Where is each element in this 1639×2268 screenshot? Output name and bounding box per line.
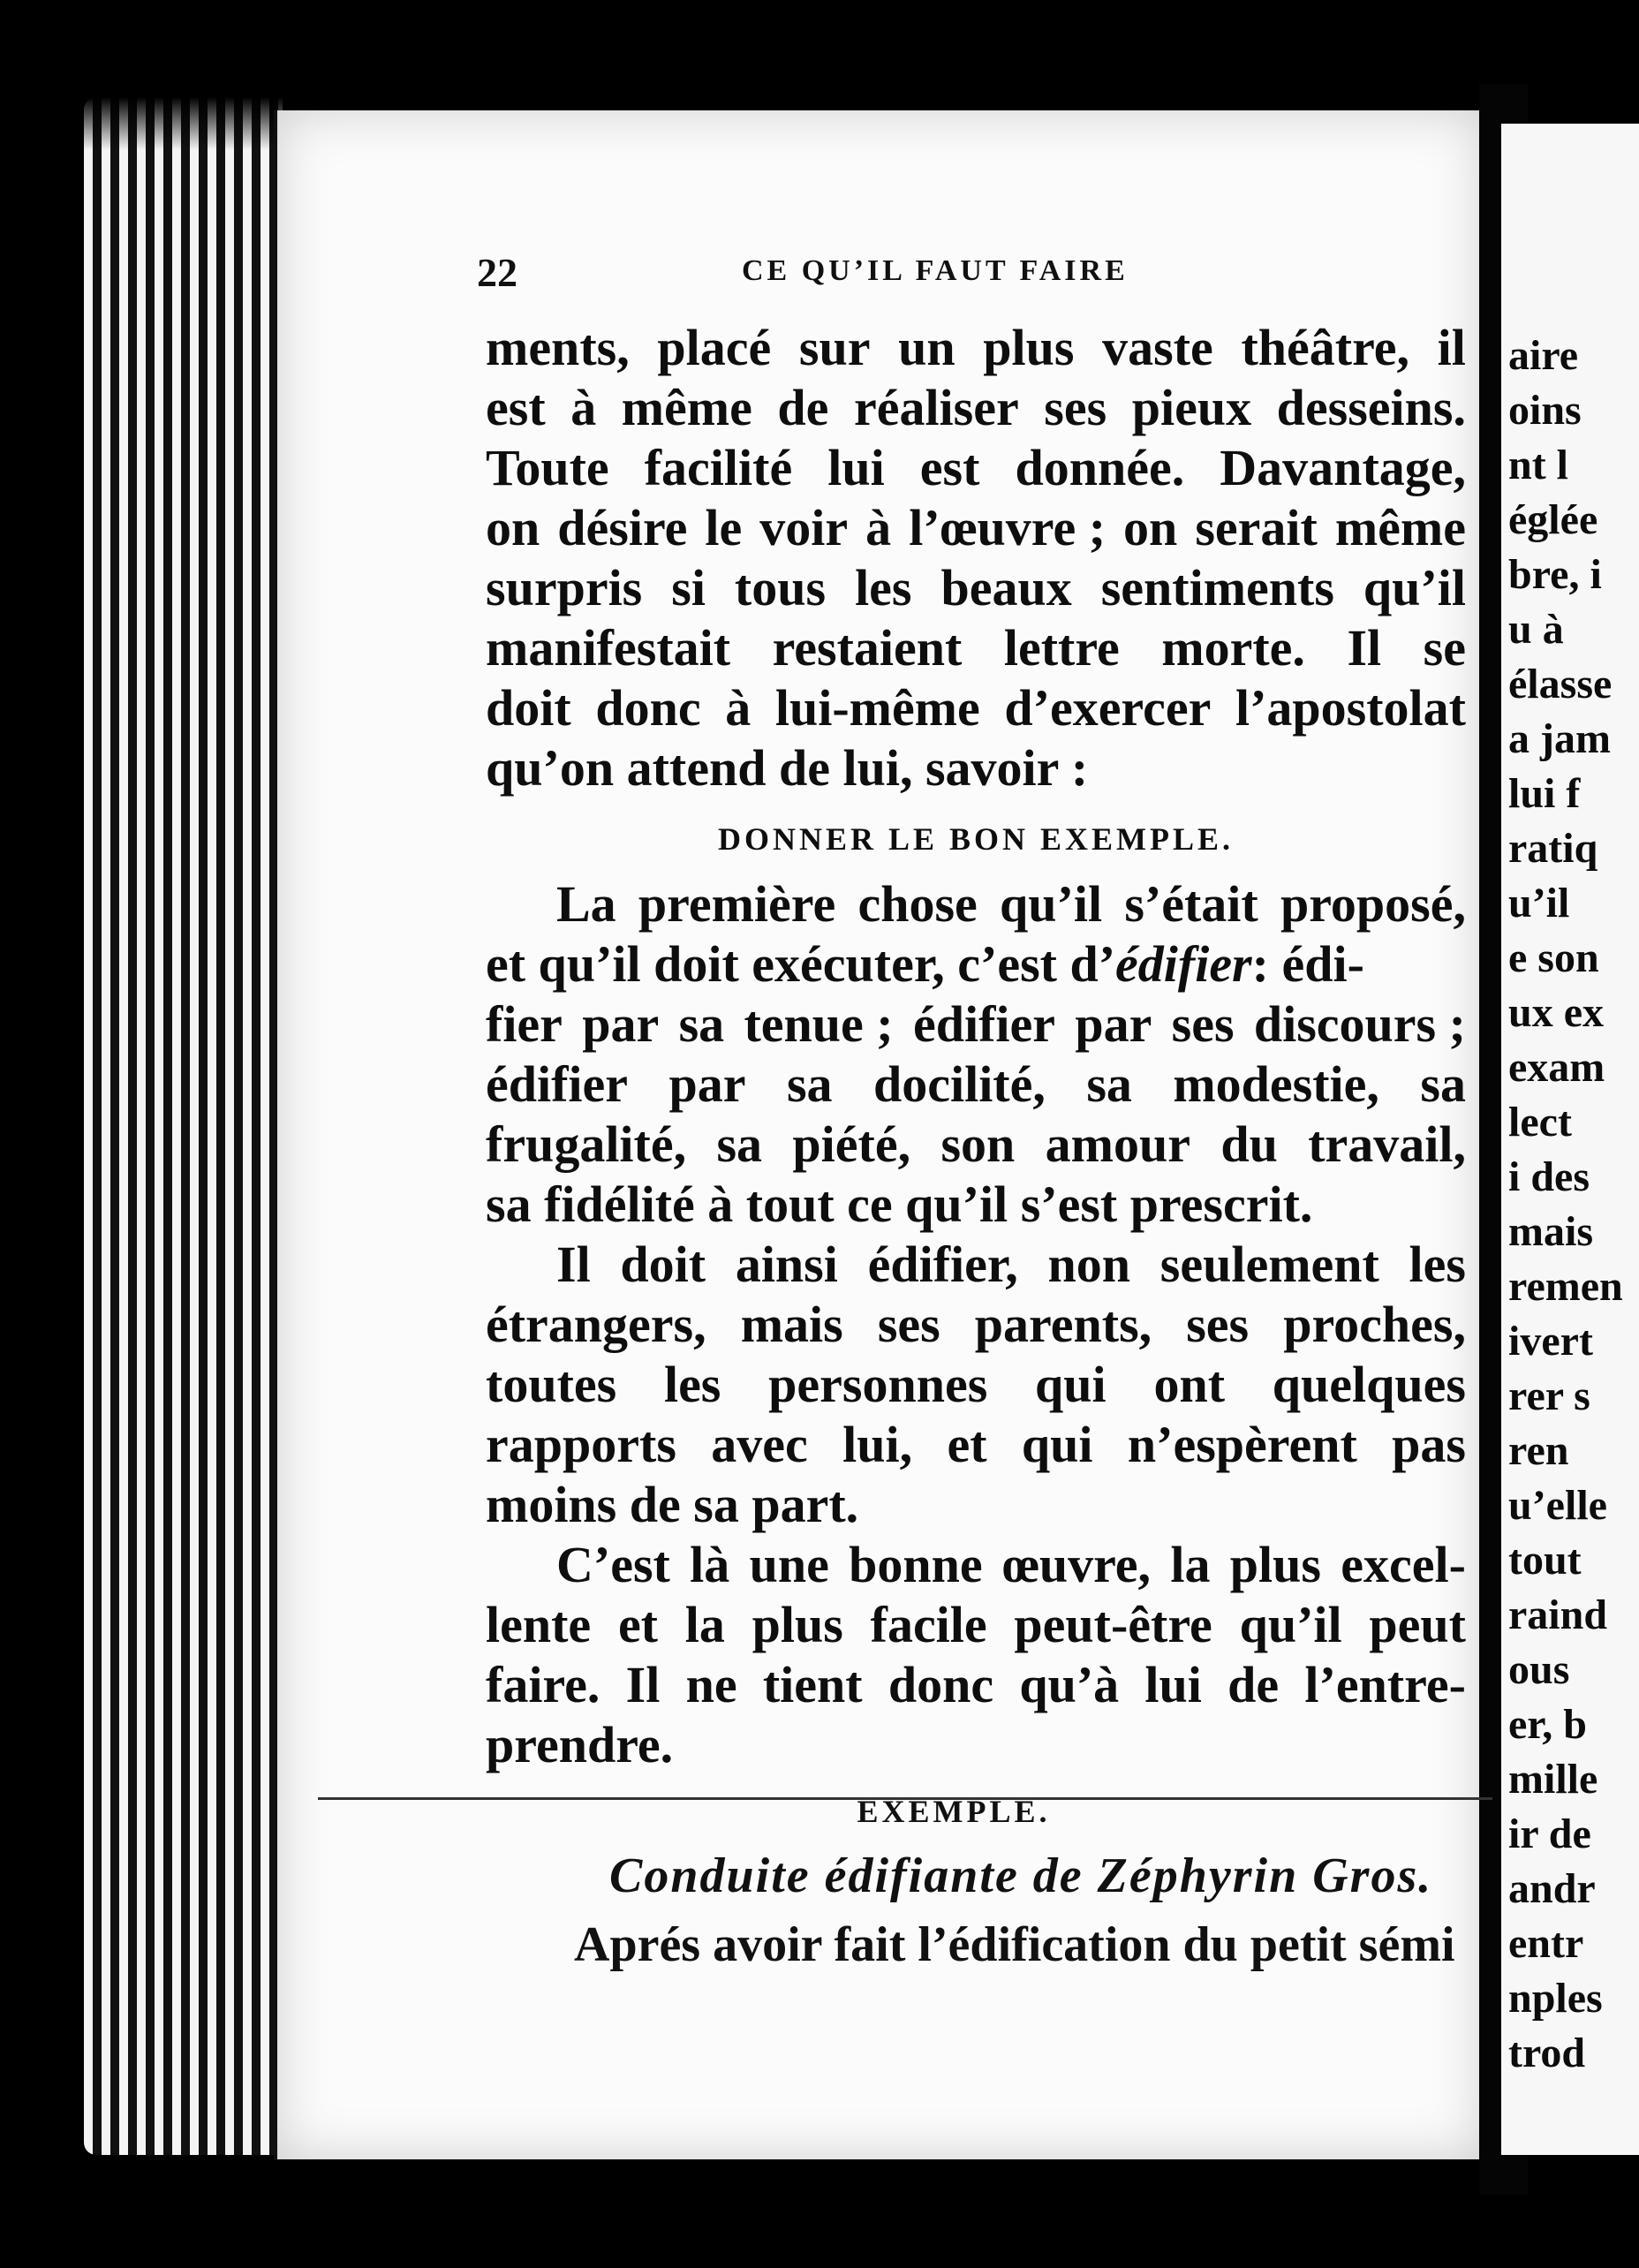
word: lui-même	[774, 679, 980, 737]
right-page-line: oins	[1508, 387, 1582, 434]
paragraph-4-lines	[486, 1535, 1466, 1715]
word: C’est	[556, 1536, 670, 1593]
word: discours ;	[1253, 995, 1466, 1053]
word: donnée.	[1015, 439, 1185, 496]
word: facile	[870, 1596, 987, 1653]
word: toutes	[486, 1356, 617, 1413]
right-page-line: ivert	[1508, 1318, 1593, 1365]
word: tenue ;	[744, 995, 894, 1053]
word: voir	[759, 499, 849, 556]
word: les	[855, 559, 912, 616]
right-page-line: a jam	[1508, 715, 1611, 762]
word: même	[621, 379, 752, 436]
text-line	[486, 1595, 1466, 1655]
word: beaux	[940, 559, 1072, 616]
word: on	[1123, 499, 1178, 556]
word: bonne	[849, 1536, 983, 1593]
word: sa	[678, 995, 725, 1053]
word: avec	[711, 1416, 808, 1473]
word: lui,	[842, 1416, 913, 1473]
word: proches,	[1283, 1296, 1466, 1353]
text-line	[486, 1475, 1466, 1535]
word: édifier,	[867, 1236, 1018, 1293]
word: peut	[1369, 1596, 1466, 1653]
text-line	[486, 1715, 1466, 1775]
word: chose	[857, 875, 978, 933]
word: pas	[1392, 1416, 1466, 1473]
word: première	[638, 875, 836, 933]
page-number: 22	[477, 250, 517, 295]
word: par	[1075, 995, 1152, 1053]
word: plus	[752, 1596, 843, 1653]
word: Il	[625, 1656, 661, 1713]
text-line	[486, 1535, 1466, 1595]
word: qui	[1035, 1356, 1107, 1413]
word: peut-être	[1014, 1596, 1212, 1653]
text-line	[486, 618, 1466, 678]
word: faire.	[486, 1656, 600, 1713]
word: restaient	[772, 619, 963, 677]
word: plus	[983, 319, 1075, 376]
word: sa	[716, 1115, 763, 1173]
example-title: Conduite édifiante de Zéphyrin Gros.	[609, 1848, 1433, 1903]
text-line	[486, 438, 1466, 498]
right-page-line: églée	[1508, 496, 1598, 543]
text-line	[486, 1415, 1466, 1475]
word: rapports	[486, 1416, 676, 1473]
right-page-line: er, b	[1508, 1701, 1587, 1748]
word: il	[1437, 319, 1466, 376]
word: les	[663, 1356, 721, 1413]
word: par	[668, 1055, 746, 1113]
text-fragment: sa fidélité à tout ce qu’il s’est prescrit.	[486, 1176, 1313, 1233]
word: Il	[556, 1236, 591, 1293]
word: étrangers,	[486, 1296, 706, 1353]
word: le	[705, 499, 743, 556]
word: théâtre,	[1241, 319, 1410, 376]
right-page-line: lect	[1508, 1099, 1572, 1145]
text-line	[486, 1235, 1466, 1295]
paragraph-3-lines	[486, 1235, 1466, 1475]
word: s’était	[1124, 875, 1258, 933]
right-page-line: e son	[1508, 934, 1599, 981]
text-fragment: moins de sa part.	[486, 1476, 859, 1533]
right-page-line: ous	[1508, 1646, 1570, 1693]
word: qu’il	[1000, 875, 1103, 933]
word: tous	[734, 559, 827, 616]
example-first-line: Aprés avoir fait l’édification du petit sémi	[574, 1917, 1455, 1972]
word: plus	[1229, 1536, 1321, 1593]
word: qu’à	[1019, 1656, 1120, 1713]
word: sa	[786, 1055, 833, 1113]
right-page-line: mille	[1508, 1756, 1598, 1803]
right-page-line: tout	[1508, 1537, 1582, 1584]
word: pieux	[1131, 379, 1252, 436]
right-page-line: ratiq	[1508, 825, 1598, 872]
word: fier	[486, 995, 563, 1053]
right-page-line: lui f	[1508, 770, 1581, 817]
text-fragment: et qu’il doit exécuter, c’est d’	[486, 935, 1116, 993]
word: tient	[762, 1656, 863, 1713]
text-line	[486, 378, 1466, 438]
right-page-line: nt l	[1508, 442, 1569, 488]
word: même	[1334, 499, 1466, 556]
word: non	[1047, 1236, 1131, 1293]
word: un	[898, 319, 955, 376]
word: à	[570, 379, 597, 436]
word: n’espèrent	[1127, 1416, 1357, 1473]
text-fragment: : édi-	[1251, 935, 1364, 993]
word: qui	[1021, 1416, 1093, 1473]
text-line	[486, 678, 1466, 738]
word: édifier	[486, 1055, 629, 1113]
word: une	[749, 1536, 829, 1593]
paragraph-1-last-line	[486, 738, 1466, 798]
text-line	[486, 1295, 1466, 1355]
word: sentiments	[1100, 559, 1334, 616]
paragraph-2	[486, 874, 1466, 1235]
text-line	[486, 934, 1466, 994]
word: on	[486, 499, 540, 556]
word: ainsi	[735, 1236, 838, 1293]
word: sa	[1420, 1055, 1466, 1113]
word: par	[582, 995, 660, 1053]
word: est	[486, 379, 546, 436]
word: son	[940, 1115, 1016, 1173]
word: quelques	[1272, 1356, 1466, 1413]
paragraph-1	[486, 318, 1466, 738]
word: et	[617, 1596, 658, 1653]
right-page-line: raind	[1508, 1591, 1608, 1638]
paragraph-2-lines	[486, 994, 1466, 1175]
word: la	[684, 1596, 725, 1653]
word: de	[1227, 1656, 1280, 1713]
page-edges-shadow	[84, 97, 283, 150]
right-page-line: entr	[1508, 1920, 1584, 1967]
text-line	[486, 558, 1466, 618]
paragraph-4	[486, 1535, 1466, 1775]
word: docilité,	[872, 1055, 1046, 1113]
right-page-line: ux ex	[1508, 989, 1604, 1036]
word: frugalité,	[486, 1115, 687, 1173]
right-page-line: élasse	[1508, 661, 1613, 707]
word: ments,	[486, 319, 630, 376]
word: qu’il	[1363, 559, 1466, 616]
word: personnes	[768, 1356, 988, 1413]
text-line	[486, 994, 1466, 1055]
word: l’apostolat	[1235, 679, 1466, 737]
right-page-line: rer s	[1508, 1372, 1590, 1419]
right-page-line: remen	[1508, 1263, 1623, 1310]
text-line	[486, 318, 1466, 378]
word: ses	[1044, 379, 1107, 436]
word: la	[1170, 1536, 1211, 1593]
right-page-line: exam	[1508, 1044, 1605, 1091]
word: facilité	[644, 439, 793, 496]
word: là	[690, 1536, 730, 1593]
page-edges	[84, 97, 283, 2155]
word: morte.	[1161, 619, 1305, 677]
right-page-line: nples	[1508, 1975, 1603, 2022]
word: doit	[620, 1236, 706, 1293]
word: doit	[486, 679, 571, 737]
word: de	[777, 379, 829, 436]
italic-word: édifier	[1115, 935, 1252, 993]
word: ne	[685, 1656, 737, 1713]
word: lettre	[1003, 619, 1120, 677]
word: l’œuvre ;	[909, 499, 1107, 556]
word: est	[919, 439, 980, 496]
word: à	[725, 679, 752, 737]
word: lui	[827, 439, 885, 496]
word: donc	[595, 679, 701, 737]
word: désire	[557, 499, 688, 556]
word: manifestait	[486, 619, 731, 677]
word: à	[865, 499, 892, 556]
word: Toute	[486, 439, 609, 496]
word: sa	[1086, 1055, 1132, 1113]
word: modestie,	[1173, 1055, 1379, 1113]
right-page-line: andr	[1508, 1865, 1596, 1912]
text-line	[486, 1055, 1466, 1115]
right-page-line: mais	[1508, 1208, 1593, 1255]
text-line	[486, 1655, 1466, 1715]
text-line	[486, 1355, 1466, 1415]
right-page-line: trod	[1508, 2030, 1586, 2076]
paragraph-3	[486, 1235, 1466, 1535]
right-page-line: ir de	[1508, 1811, 1591, 1857]
word: l’entre-	[1304, 1656, 1466, 1713]
word: mais	[740, 1296, 843, 1353]
word: surpris	[486, 559, 643, 616]
word: Davantage,	[1220, 439, 1466, 496]
word: œuvre,	[1001, 1536, 1152, 1593]
word: édifier	[912, 995, 1055, 1053]
word: du	[1220, 1115, 1278, 1173]
word: excel-	[1341, 1536, 1466, 1593]
word: desseins.	[1276, 379, 1466, 436]
word: placé	[657, 319, 772, 376]
word: vaste	[1102, 319, 1213, 376]
right-page-line: bre, i	[1508, 551, 1602, 598]
word: donc	[887, 1656, 994, 1713]
body-text	[486, 318, 1466, 1775]
word: réaliser	[853, 379, 1019, 436]
word: travail,	[1308, 1115, 1466, 1173]
word: amour	[1045, 1115, 1190, 1173]
right-page-line: aire	[1508, 332, 1579, 379]
right-page-line: u’elle	[1508, 1482, 1607, 1529]
right-page-line: u’il	[1508, 880, 1570, 926]
word: La	[556, 875, 616, 933]
right-page-line: i des	[1508, 1153, 1590, 1200]
word: serait	[1195, 499, 1318, 556]
word: se	[1423, 619, 1466, 677]
right-page-line: ren	[1508, 1427, 1569, 1474]
word: lui	[1144, 1656, 1202, 1713]
text-line: qu’on attend de lui, savoir :	[486, 739, 1089, 797]
word: sur	[798, 319, 871, 376]
right-page-cropped	[1501, 124, 1639, 2155]
text-fragment	[486, 934, 1364, 994]
text-line	[486, 1115, 1466, 1175]
word: d’exercer	[1004, 679, 1212, 737]
example-heading: EXEMPLE.	[857, 1794, 1051, 1829]
word: ses	[1171, 995, 1235, 1053]
section-heading: DONNER LE BON EXEMPLE.	[717, 821, 1235, 857]
text-line	[486, 498, 1466, 558]
word: qu’il	[1239, 1596, 1342, 1653]
word: proposé,	[1280, 875, 1466, 933]
text-fragment: prendre.	[486, 1716, 674, 1773]
word: ses	[1186, 1296, 1250, 1353]
word: ont	[1153, 1356, 1226, 1413]
word: si	[671, 559, 706, 616]
word: les	[1409, 1236, 1466, 1293]
word: parents,	[974, 1296, 1152, 1353]
word: et	[947, 1416, 987, 1473]
word: lente	[486, 1596, 592, 1653]
text-line	[486, 1175, 1466, 1235]
running-head: CE QU’IL FAUT FAIRE	[742, 254, 1129, 287]
word: piété,	[792, 1115, 911, 1173]
text-line	[486, 874, 1466, 934]
right-page-line: u à	[1508, 606, 1564, 653]
word: Il	[1347, 619, 1382, 677]
word: ses	[877, 1296, 940, 1353]
word: seulement	[1159, 1236, 1379, 1293]
